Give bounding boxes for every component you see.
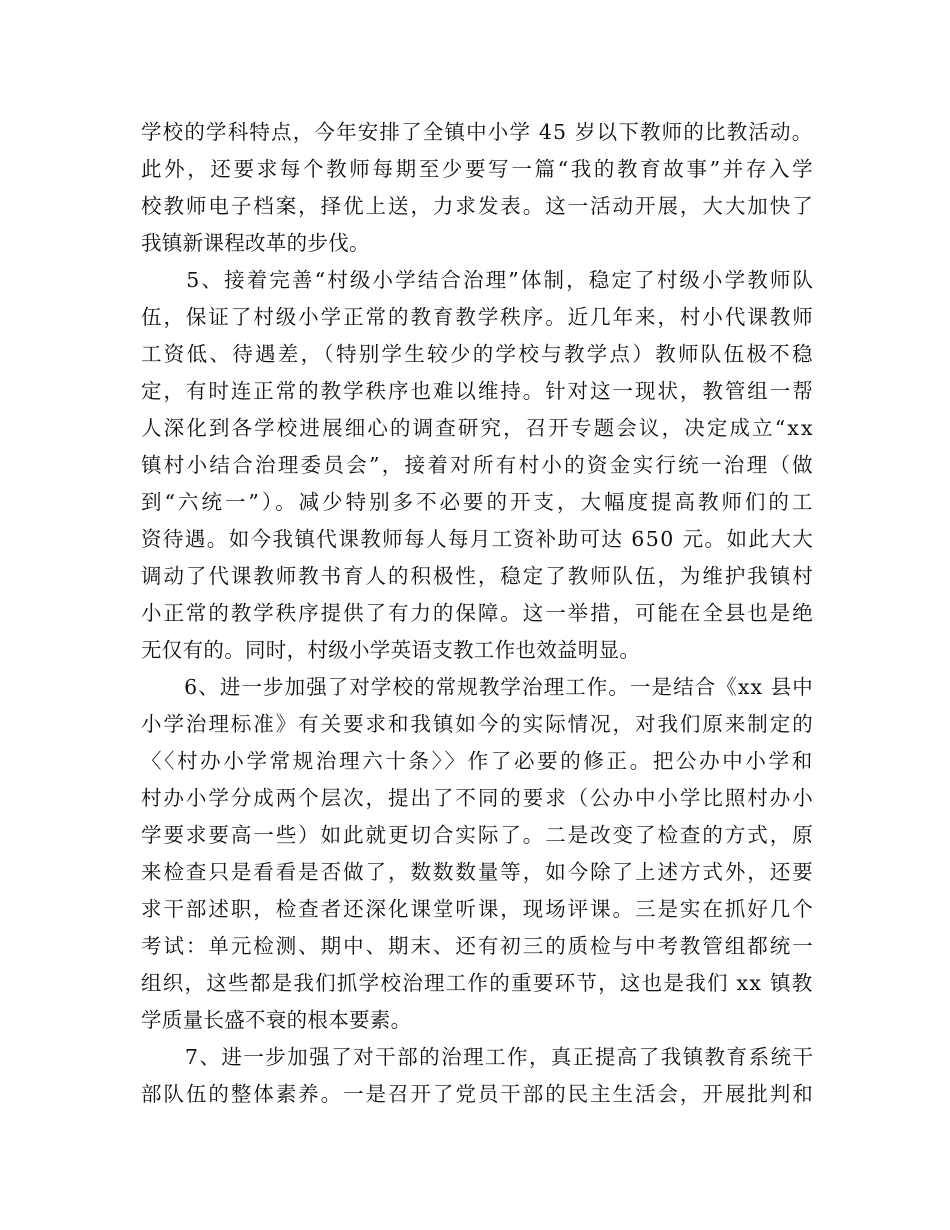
text-line: 镇村小结合治理委员会”，接着对所有村小的资金实行统一治理（做 bbox=[141, 453, 815, 477]
text-line: 组织，这些都是我们抓学校治理工作的重要环节，这也是我们 xx 镇教 bbox=[141, 971, 814, 995]
text-line: 学要求要高一些）如此就更切合实际了。二是改变了检查的方式，原 bbox=[141, 823, 815, 847]
text-line: 伍，保证了村级小学正常的教育教学秩序。近几年来，村小代课教师 bbox=[141, 305, 815, 329]
text-line: 我镇新课程改革的步伐。 bbox=[141, 231, 370, 255]
text-line: 小学治理标准》有关要求和我镇如今的实际情况，对我们原来制定的 bbox=[141, 712, 815, 736]
text-line: 此外，还要求每个教师每期至少要写一篇“我的教育故事”并存入学 bbox=[141, 157, 816, 181]
text-line: 求干部述职，检查者还深化课堂听课，现场评课。三是实在抓好几个 bbox=[141, 897, 815, 921]
text-line: 无仅有的。同时，村级小学英语支教工作也效益明显。 bbox=[141, 638, 641, 662]
text-line: 学校的学科特点，今年安排了全镇中小学 45 岁以下教师的比教活动。 bbox=[141, 120, 814, 144]
text-line: 5、接着完善“村级小学结合治理”体制，稳定了村级小学教师队 bbox=[141, 268, 816, 292]
text-line: 校教师电子档案，择优上送，力求发表。这一活动开展，大大加快了 bbox=[141, 194, 815, 218]
paragraph-1 bbox=[141, 114, 816, 262]
text-line: 定，有时连正常的教学秩序也难以维持。针对这一现状，教管组一帮 bbox=[141, 379, 815, 403]
text-line: 6、进一步加强了对学校的常规教学治理工作。一是结合《xx 县中 bbox=[141, 675, 814, 699]
text-line: 学质量长盛不衰的根本要素。 bbox=[141, 1008, 412, 1032]
text-line: 小正常的教学秩序提供了有力的保障。这一举措，可能在全县也是绝 bbox=[141, 601, 815, 625]
text-line: 7、进一步加强了对干部的治理工作，真正提高了我镇教育系统干 bbox=[141, 1045, 815, 1069]
text-line: 工资低、待遇差，（特别学生较少的学校与教学点）教师队伍极不稳 bbox=[141, 342, 815, 366]
text-line: 到“六统一”）。减少特别多不必要的开支，大幅度提高教师们的工 bbox=[141, 490, 816, 514]
text-line: 村办小学分成两个层次，提出了不同的要求（公办中小学比照村办小 bbox=[141, 786, 815, 810]
paragraph-3 bbox=[141, 669, 813, 1039]
text-line: 调动了代课教师教书育人的积极性，稳定了教师队伍，为维护我镇村 bbox=[141, 564, 815, 588]
text-line: 资待遇。如今我镇代课教师每人每月工资补助可达 650 元。如此大大 bbox=[141, 527, 815, 551]
text-line: 部队伍的整体素养。一是召开了党员干部的民主生活会，开展批判和 bbox=[141, 1082, 815, 1106]
text-line: 人深化到各学校进展细心的调查研究，召开专题会议，决定成立“xx bbox=[141, 416, 815, 440]
document-body bbox=[141, 114, 816, 1113]
paragraph-2 bbox=[141, 262, 816, 669]
paragraph-4 bbox=[141, 1039, 813, 1113]
text-line: 来检查只是看看是否做了，数数数量等，如今除了上述方式外，还要 bbox=[141, 860, 815, 884]
text-line: 〈〈村办小学常规治理六十条〉〉作了必要的修正。把公办中小学和 bbox=[141, 749, 815, 773]
text-line: 考试：单元检测、期中、期末、还有初三的质检与中考教管组都统一 bbox=[141, 934, 815, 958]
